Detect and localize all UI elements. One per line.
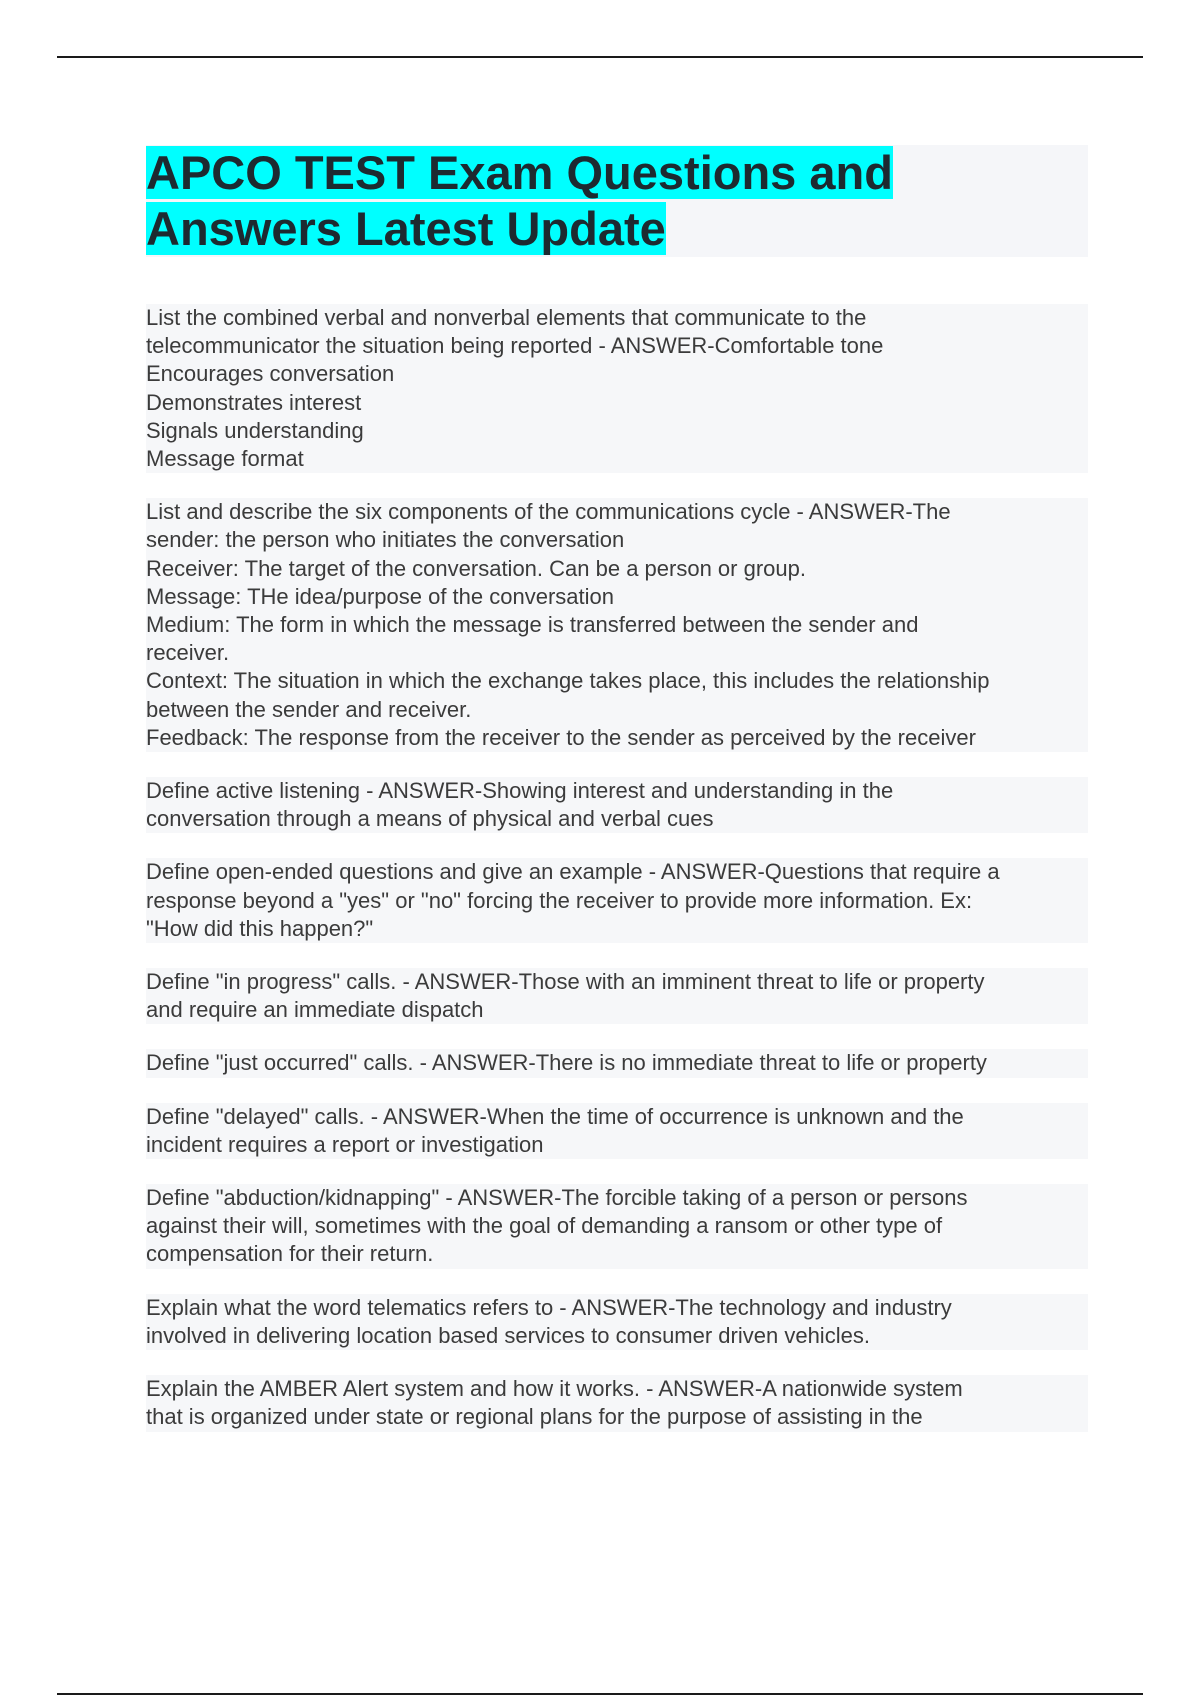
qa-item bbox=[146, 304, 1088, 473]
qa-item bbox=[146, 968, 1088, 1024]
qa-line: List the combined verbal and nonverbal elements that communicate to the bbox=[146, 305, 867, 330]
qa-line: conversation through a means of physical and verbal cues bbox=[146, 806, 714, 832]
qa-item bbox=[146, 858, 1088, 943]
qa-line: Explain what the word telematics refers to - ANSWER-The technology and industry bbox=[146, 1294, 952, 1320]
qa-item bbox=[146, 498, 1088, 752]
qa-item bbox=[146, 1184, 1088, 1269]
bottom-rule bbox=[57, 1693, 1143, 1695]
qa-line: "How did this happen?" bbox=[146, 915, 374, 941]
qa-line: telecommunicator the situation being reported - ANSWER-Comfortable tone bbox=[146, 333, 884, 359]
qa-line: Explain the AMBER Alert system and how it works. - ANSWER-A nationwide system bbox=[146, 1376, 963, 1402]
title-line-1: APCO TEST Exam Questions and bbox=[146, 146, 893, 199]
qa-item bbox=[146, 1375, 1088, 1431]
qa-line: Receiver: The target of the conversation. Can be a person or group. bbox=[146, 555, 806, 581]
qa-line: involved in delivering location based services to consumer driven vehicles. bbox=[146, 1322, 870, 1348]
qa-line: Define open-ended questions and give an example - ANSWER-Questions that require a bbox=[146, 859, 1000, 885]
qa-line: between the sender and receiver. bbox=[146, 696, 472, 722]
qa-line: Message format bbox=[146, 446, 304, 472]
qa-line: Define "delayed" calls. - ANSWER-When the time of occurrence is unknown and the bbox=[146, 1103, 964, 1129]
title-block bbox=[146, 145, 1088, 257]
qa-line: against their will, sometimes with the goal of demanding a ransom or other type of bbox=[146, 1213, 943, 1239]
qa-item bbox=[146, 1294, 1088, 1350]
qa-line: Encourages conversation bbox=[146, 361, 395, 387]
qa-line: Define "just occurred" calls. - ANSWER-There is no immediate threat to life or property bbox=[146, 1050, 987, 1076]
qa-line: compensation for their return. bbox=[146, 1241, 434, 1267]
qa-line: Context: The situation in which the exchange takes place, this includes the relationship bbox=[146, 668, 990, 694]
qa-line: sender: the person who initiates the conversation bbox=[146, 527, 625, 553]
qa-line: response beyond a "yes" or "no" forcing the receiver to provide more information. Ex: bbox=[146, 887, 973, 913]
qa-line: that is organized under state or regional plans for the purpose of assisting in the bbox=[146, 1404, 923, 1430]
title-line-2: Answers Latest Update bbox=[146, 202, 666, 255]
qa-line: Medium: The form in which the message is transferred between the sender and bbox=[146, 612, 919, 638]
qa-line: Define active listening - ANSWER-Showing interest and understanding in the bbox=[146, 778, 894, 804]
qa-line: Demonstrates interest bbox=[146, 389, 362, 415]
qa-item bbox=[146, 1103, 1088, 1159]
qa-line: incident requires a report or investigation bbox=[146, 1131, 544, 1157]
qa-line: List and describe the six components of the communications cycle - ANSWER-The bbox=[146, 499, 951, 525]
qa-line: Signals understanding bbox=[146, 417, 364, 443]
qa-line: Define "in progress" calls. - ANSWER-Those with an imminent threat to life or property bbox=[146, 969, 985, 995]
page-title bbox=[146, 145, 1088, 257]
qa-line: and require an immediate dispatch bbox=[146, 997, 484, 1023]
qa-line: Define "abduction/kidnapping" - ANSWER-The forcible taking of a person or persons bbox=[146, 1185, 968, 1211]
qa-line: Message: THe idea/purpose of the conversation bbox=[146, 583, 614, 609]
top-rule bbox=[57, 56, 1143, 58]
qa-item bbox=[146, 1049, 1088, 1077]
qa-line: Feedback: The response from the receiver to the sender as perceived by the receiver bbox=[146, 724, 976, 750]
qa-line: receiver. bbox=[146, 640, 230, 666]
qa-list bbox=[146, 304, 1088, 1457]
qa-item bbox=[146, 777, 1088, 833]
